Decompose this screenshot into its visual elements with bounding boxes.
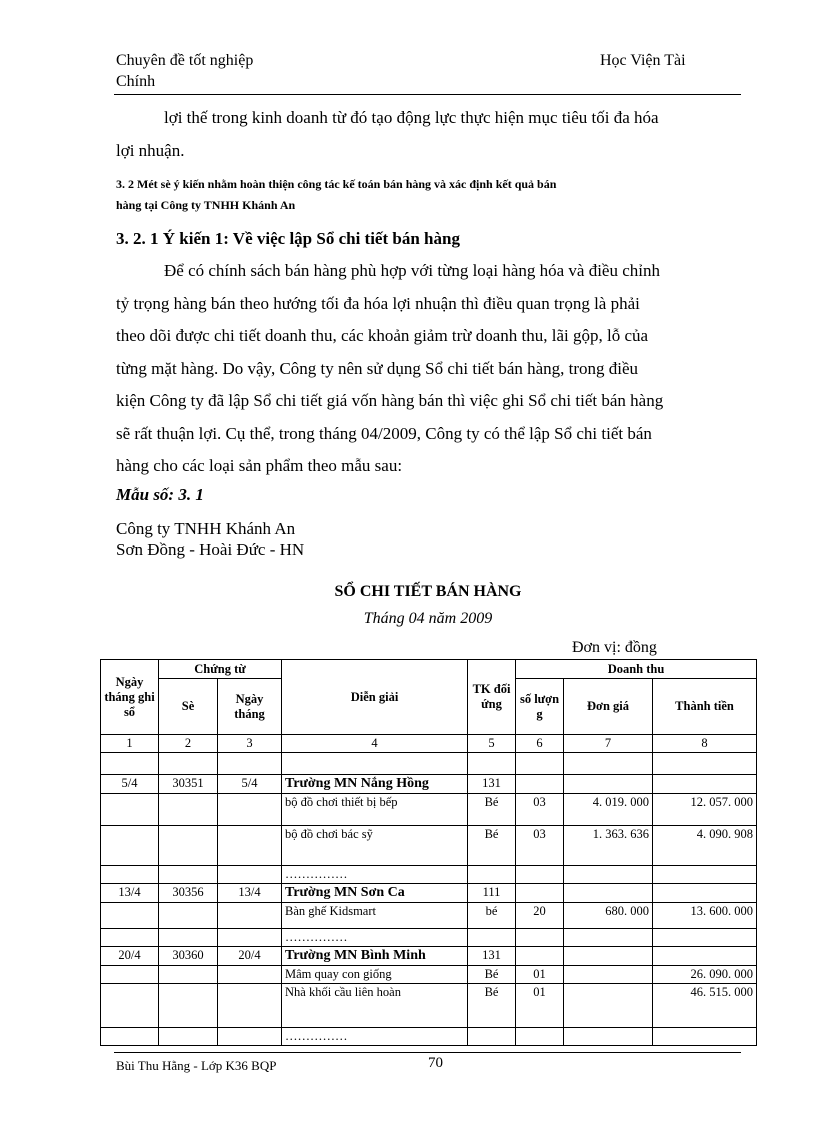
cell-desc: bộ đồ chơi bác sỹ bbox=[282, 826, 468, 866]
cell-vdate bbox=[218, 929, 282, 947]
cell-desc: Mâm quay con giống bbox=[282, 966, 468, 984]
ledger-period: Tháng 04 năm 2009 bbox=[363, 610, 493, 627]
ledger-title: SỔ CHI TIẾT BÁN HÀNG bbox=[334, 583, 522, 600]
cell-price: 680. 000 bbox=[564, 903, 653, 929]
table-row bbox=[101, 1028, 757, 1046]
col-number: 6 bbox=[516, 735, 564, 753]
body-line-2: tỷ trọng hàng bán theo hướng tối đa hóa lợi nhuận thì điều quan trọng là phải bbox=[116, 293, 640, 313]
cell-amount bbox=[653, 866, 757, 884]
cell-amount bbox=[653, 753, 757, 775]
cell-desc: Trường MN Nắng Hồng bbox=[282, 775, 468, 794]
cell-qty bbox=[516, 866, 564, 884]
cell-qty bbox=[516, 884, 564, 903]
sales-ledger-table bbox=[100, 659, 757, 1046]
table-row bbox=[101, 866, 757, 884]
cell-price bbox=[564, 984, 653, 1028]
company-address: Sơn Đồng - Hoài Đức - HN bbox=[116, 540, 305, 559]
cell-price bbox=[564, 775, 653, 794]
cell-price: 1. 363. 636 bbox=[564, 826, 653, 866]
col-number: 8 bbox=[653, 735, 757, 753]
cell-no bbox=[159, 903, 218, 929]
cell-date bbox=[101, 903, 159, 929]
cell-date bbox=[101, 826, 159, 866]
cell-desc: …………… bbox=[282, 929, 468, 947]
intro-line-2: lợi nhuận. bbox=[116, 140, 185, 160]
table-row bbox=[101, 884, 757, 903]
cell-qty: 01 bbox=[516, 984, 564, 1028]
cell-acct bbox=[468, 866, 516, 884]
col-number: 7 bbox=[564, 735, 653, 753]
header-account: TK đối ứng bbox=[468, 660, 516, 735]
cell-vdate bbox=[218, 794, 282, 826]
cell-qty bbox=[516, 947, 564, 966]
cell-desc: Trường MN Sơn Ca bbox=[282, 884, 468, 903]
header-quantity: số lượn g bbox=[516, 679, 564, 735]
cell-amount bbox=[653, 775, 757, 794]
body-line-4: từng mặt hàng. Do vậy, Công ty nên sử dụng Sổ chi tiết bán hàng, trong điều bbox=[116, 358, 639, 378]
company-name: Công ty TNHH Khánh An bbox=[116, 519, 296, 538]
cell-amount: 46. 515. 000 bbox=[653, 984, 757, 1028]
cell-vdate bbox=[218, 753, 282, 775]
cell-no: 30360 bbox=[159, 947, 218, 966]
cell-acct: Bé bbox=[468, 826, 516, 866]
cell-vdate: 5/4 bbox=[218, 775, 282, 794]
header-unit-price: Đơn giá bbox=[564, 679, 653, 735]
header-right: Học Viện Tài bbox=[600, 52, 686, 69]
header-rule bbox=[114, 94, 741, 95]
cell-date bbox=[101, 794, 159, 826]
col-number: 4 bbox=[282, 735, 468, 753]
cell-date bbox=[101, 984, 159, 1028]
cell-no: 30356 bbox=[159, 884, 218, 903]
cell-qty: 03 bbox=[516, 826, 564, 866]
intro-line-1: lợi thế trong kinh doanh từ đó tạo động lực thực hiện mục tiêu tối đa hóa bbox=[164, 108, 659, 127]
header-amount: Thành tiền bbox=[653, 679, 757, 735]
cell-vdate bbox=[218, 826, 282, 866]
section-heading-line2: hàng tại Công ty TNHH Khánh An bbox=[116, 198, 296, 212]
section-heading bbox=[116, 174, 741, 216]
cell-price bbox=[564, 947, 653, 966]
table-row bbox=[101, 903, 757, 929]
cell-vdate bbox=[218, 966, 282, 984]
body-line-6: sẽ rất thuận lợi. Cụ thể, trong tháng 04/2009, Công ty có thể lập Sổ chi tiết bán bbox=[116, 423, 652, 443]
cell-acct: Bé bbox=[468, 794, 516, 826]
cell-price bbox=[564, 866, 653, 884]
cell-date: 5/4 bbox=[101, 775, 159, 794]
table-row bbox=[101, 966, 757, 984]
header-voucher-no: Sè bbox=[159, 679, 218, 735]
cell-desc: …………… bbox=[282, 866, 468, 884]
column-number-row bbox=[101, 735, 757, 753]
table-row bbox=[101, 984, 757, 1028]
cell-price bbox=[564, 1028, 653, 1046]
table-row bbox=[101, 929, 757, 947]
cell-price bbox=[564, 966, 653, 984]
footer-rule bbox=[114, 1052, 741, 1053]
cell-no bbox=[159, 866, 218, 884]
cell-acct bbox=[468, 1028, 516, 1046]
ledger-unit: Đơn vị: đồng bbox=[572, 639, 657, 656]
cell-no bbox=[159, 966, 218, 984]
cell-acct: 131 bbox=[468, 775, 516, 794]
cell-date bbox=[101, 866, 159, 884]
subsection-heading: 3. 2. 1 Ý kiến 1: Về việc lập Sổ chi tiết bán hàng bbox=[116, 229, 460, 248]
cell-no bbox=[159, 753, 218, 775]
section-heading-line1: 3. 2 Mét sè ý kiến nhằm hoàn thiện công tác kế toán bán hàng và xác định kết quả bán bbox=[116, 177, 557, 191]
cell-acct bbox=[468, 929, 516, 947]
cell-desc: bộ đồ chơi thiết bị bếp bbox=[282, 794, 468, 826]
cell-no bbox=[159, 794, 218, 826]
cell-desc: Trường MN Bình Minh bbox=[282, 947, 468, 966]
cell-acct bbox=[468, 753, 516, 775]
cell-qty bbox=[516, 929, 564, 947]
cell-amount bbox=[653, 947, 757, 966]
cell-desc: Nhà khối cầu liên hoàn bbox=[282, 984, 468, 1028]
table-row bbox=[101, 794, 757, 826]
cell-vdate bbox=[218, 866, 282, 884]
cell-qty: 20 bbox=[516, 903, 564, 929]
cell-date bbox=[101, 966, 159, 984]
cell-amount bbox=[653, 884, 757, 903]
cell-no bbox=[159, 826, 218, 866]
table-row bbox=[101, 947, 757, 966]
cell-date bbox=[101, 753, 159, 775]
cell-amount: 26. 090. 000 bbox=[653, 966, 757, 984]
cell-amount: 12. 057. 000 bbox=[653, 794, 757, 826]
cell-acct: Bé bbox=[468, 966, 516, 984]
body-line-5: kiện Công ty đã lập Sổ chi tiết giá vốn hàng bán thì việc ghi Sổ chi tiết bán hàng bbox=[116, 391, 664, 410]
cell-price bbox=[564, 884, 653, 903]
cell-price bbox=[564, 929, 653, 947]
cell-amount bbox=[653, 1028, 757, 1046]
cell-vdate: 13/4 bbox=[218, 884, 282, 903]
header-voucher-date: Ngày tháng bbox=[218, 679, 282, 735]
body-line-7: hàng cho các loại sản phẩm theo mẫu sau: bbox=[116, 456, 403, 475]
cell-vdate: 20/4 bbox=[218, 947, 282, 966]
cell-date bbox=[101, 929, 159, 947]
cell-price bbox=[564, 753, 653, 775]
cell-amount: 13. 600. 000 bbox=[653, 903, 757, 929]
footer-author: Bùi Thu Hằng - Lớp K36 BQP bbox=[116, 1058, 277, 1073]
cell-vdate bbox=[218, 1028, 282, 1046]
header-description: Diễn giải bbox=[282, 660, 468, 735]
cell-no bbox=[159, 984, 218, 1028]
body-paragraph bbox=[116, 255, 741, 483]
body-line-3: theo dõi được chi tiết doanh thu, các khoản giảm trừ doanh thu, lãi gộp, lỗ của bbox=[116, 326, 649, 345]
cell-desc: Bàn ghế Kidsmart bbox=[282, 903, 468, 929]
header-left-line1: Chuyên đề tốt nghiệp bbox=[116, 52, 254, 69]
cell-date: 13/4 bbox=[101, 884, 159, 903]
header-date: Ngày tháng ghi sổ bbox=[101, 660, 159, 735]
cell-qty bbox=[516, 775, 564, 794]
col-number: 1 bbox=[101, 735, 159, 753]
cell-date bbox=[101, 1028, 159, 1046]
cell-qty bbox=[516, 1028, 564, 1046]
cell-qty: 01 bbox=[516, 966, 564, 984]
cell-acct: 111 bbox=[468, 884, 516, 903]
col-number: 5 bbox=[468, 735, 516, 753]
cell-no bbox=[159, 929, 218, 947]
cell-qty: 03 bbox=[516, 794, 564, 826]
cell-qty bbox=[516, 753, 564, 775]
header-left-line2: Chính bbox=[116, 73, 156, 90]
body-line-1: Để có chính sách bán hàng phù hợp với từng loại hàng hóa và điều chỉnh bbox=[164, 261, 660, 280]
header-revenue: Doanh thu bbox=[516, 660, 757, 679]
cell-vdate bbox=[218, 984, 282, 1028]
table-row bbox=[101, 753, 757, 775]
col-number: 2 bbox=[159, 735, 218, 753]
cell-acct: bé bbox=[468, 903, 516, 929]
cell-amount bbox=[653, 929, 757, 947]
col-number: 3 bbox=[218, 735, 282, 753]
cell-vdate bbox=[218, 903, 282, 929]
table-row bbox=[101, 826, 757, 866]
cell-acct: 131 bbox=[468, 947, 516, 966]
cell-acct: Bé bbox=[468, 984, 516, 1028]
cell-price: 4. 019. 000 bbox=[564, 794, 653, 826]
cell-no bbox=[159, 1028, 218, 1046]
page-number: 70 bbox=[428, 1055, 443, 1071]
table-row bbox=[101, 775, 757, 794]
cell-desc: …………… bbox=[282, 1028, 468, 1046]
cell-desc bbox=[282, 753, 468, 775]
sample-label: Mẫu số: 3. 1 bbox=[116, 485, 204, 504]
header-voucher: Chứng từ bbox=[159, 660, 282, 679]
cell-amount: 4. 090. 908 bbox=[653, 826, 757, 866]
cell-date: 20/4 bbox=[101, 947, 159, 966]
intro-paragraph bbox=[116, 102, 741, 167]
cell-no: 30351 bbox=[159, 775, 218, 794]
